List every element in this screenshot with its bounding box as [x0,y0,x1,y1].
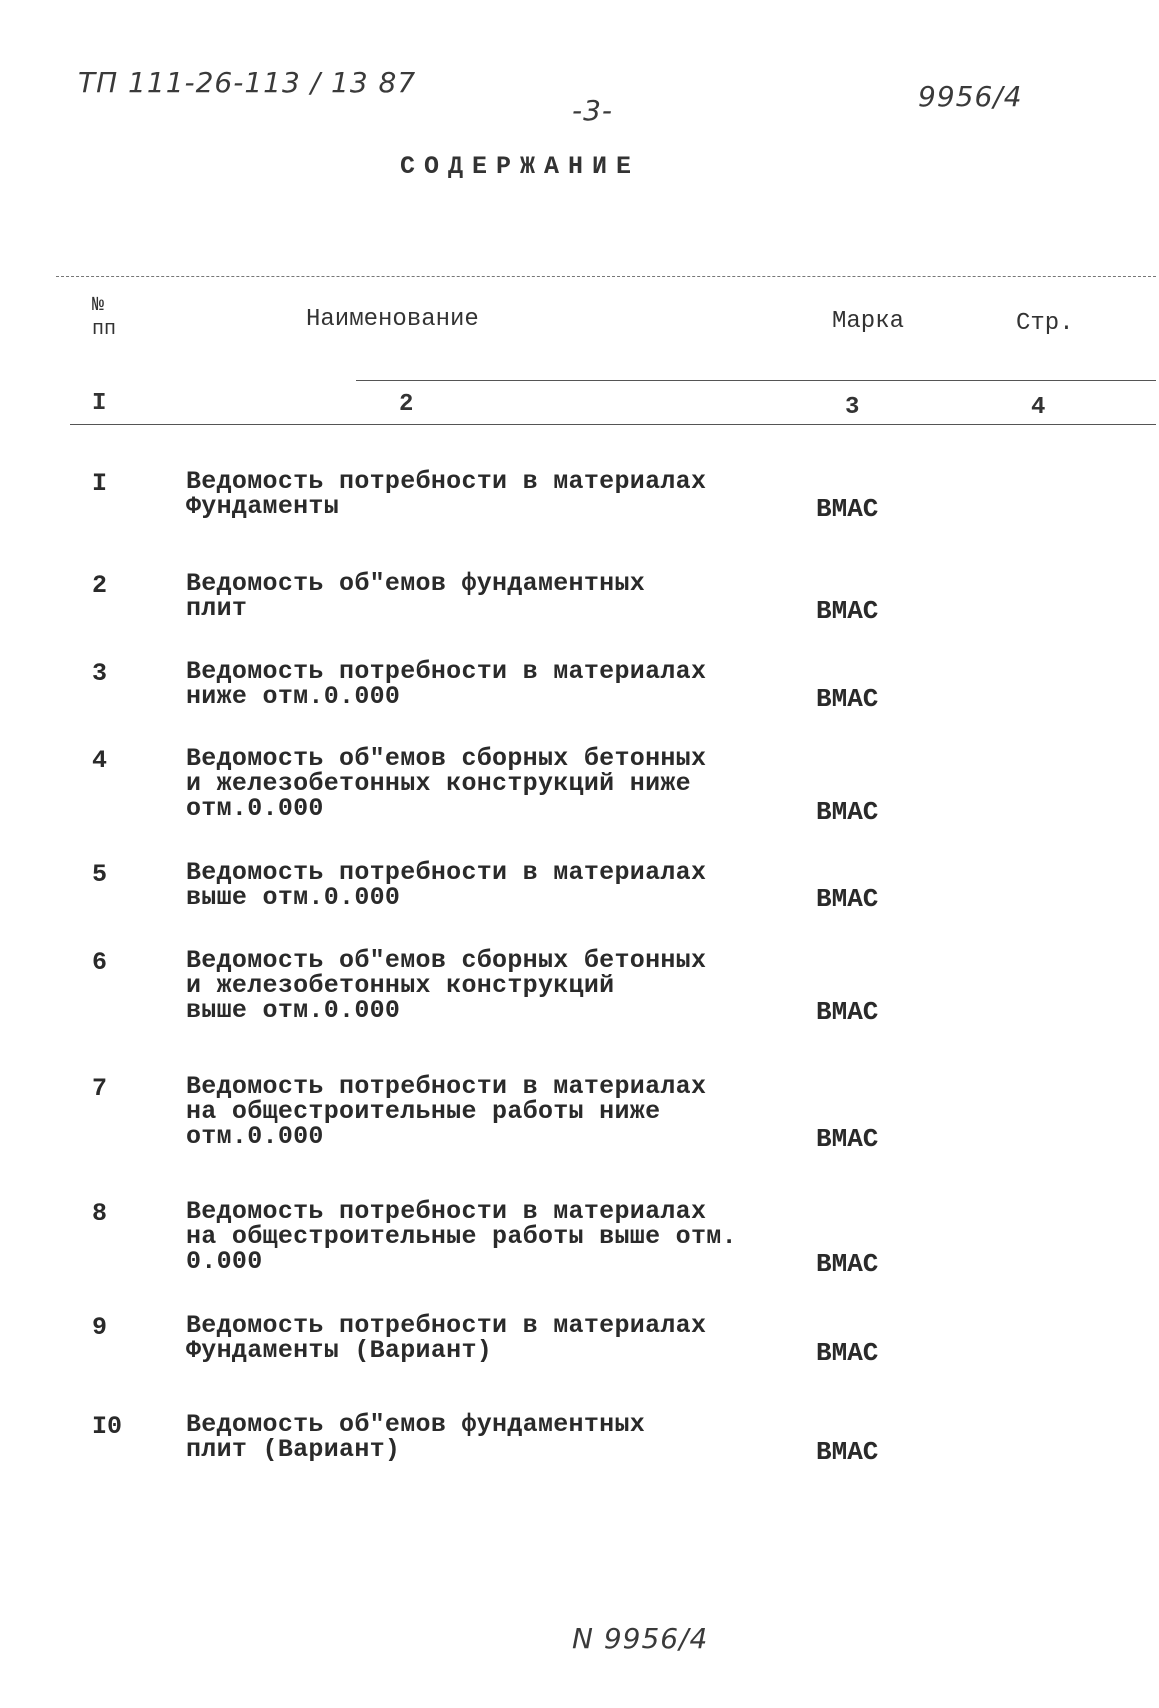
row-number: I0 [92,1412,123,1441]
row-number: 4 [92,746,108,775]
document-code: ТП 111-26-113 / 13 87 [78,66,417,99]
row-mark: ВМАС [816,1249,879,1279]
row-title: Ведомость об"емов сборных бетонных и железобетонных конструкций выше отм.0.000 [186,946,707,1025]
row-number: 3 [92,659,108,688]
row-number: 9 [92,1313,108,1342]
row-number: 5 [92,860,108,889]
column-header-number: № пп [92,294,117,341]
column-number-4: 4 [1031,394,1046,421]
row-mark: ВМАС [816,1124,879,1154]
row-number: 8 [92,1199,108,1228]
row-mark: ВМАС [816,1338,879,1368]
row-mark: ВМАС [816,596,879,626]
page-title: СОДЕРЖАНИЕ [400,152,641,181]
row-number: 6 [92,948,108,977]
row-title: Ведомость об"емов фундаментных плит [186,569,646,623]
row-mark: ВМАС [816,797,879,827]
row-mark: ВМАС [816,997,879,1027]
row-mark: ВМАС [816,1437,879,1467]
row-number: 2 [92,571,108,600]
table-top-rule [56,276,1156,277]
column-header-name: Наименование [306,306,479,333]
column-number-3: 3 [845,394,860,421]
row-number: 7 [92,1074,108,1103]
column-numbers-rule [70,424,1156,425]
row-title: Ведомость потребности в материалах Фундаменты [186,467,707,521]
row-title: Ведомость потребности в материалах выше отм.0.000 [186,858,707,912]
column-number-1: I [92,390,107,417]
row-title: Ведомость потребности в материалах на общестроительные работы выше отм. 0.000 [186,1197,737,1276]
archive-number: 9956/4 [918,80,1023,113]
page-number: -3- [572,94,614,127]
row-mark: ВМАС [816,884,879,914]
row-title: Ведомость потребности в материалах ниже отм.0.000 [186,657,707,711]
row-mark: ВМАС [816,684,879,714]
archive-stamp: N 9956/4 [572,1622,709,1655]
column-number-2: 2 [399,391,414,418]
header-divider-rule [356,380,1156,381]
column-header-page: Стр. [1016,310,1074,337]
column-header-mark: Марка [832,308,905,335]
row-mark: ВМАС [816,494,879,524]
row-title: Ведомость об"емов фундаментных плит (Вариант) [186,1410,646,1464]
row-number: I [92,469,108,498]
row-title: Ведомость об"емов сборных бетонных и железобетонных конструкций ниже отм.0.000 [186,744,707,823]
row-title: Ведомость потребности в материалах Фундаменты (Вариант) [186,1311,707,1365]
row-title: Ведомость потребности в материалах на общестроительные работы ниже отм.0.000 [186,1072,707,1151]
